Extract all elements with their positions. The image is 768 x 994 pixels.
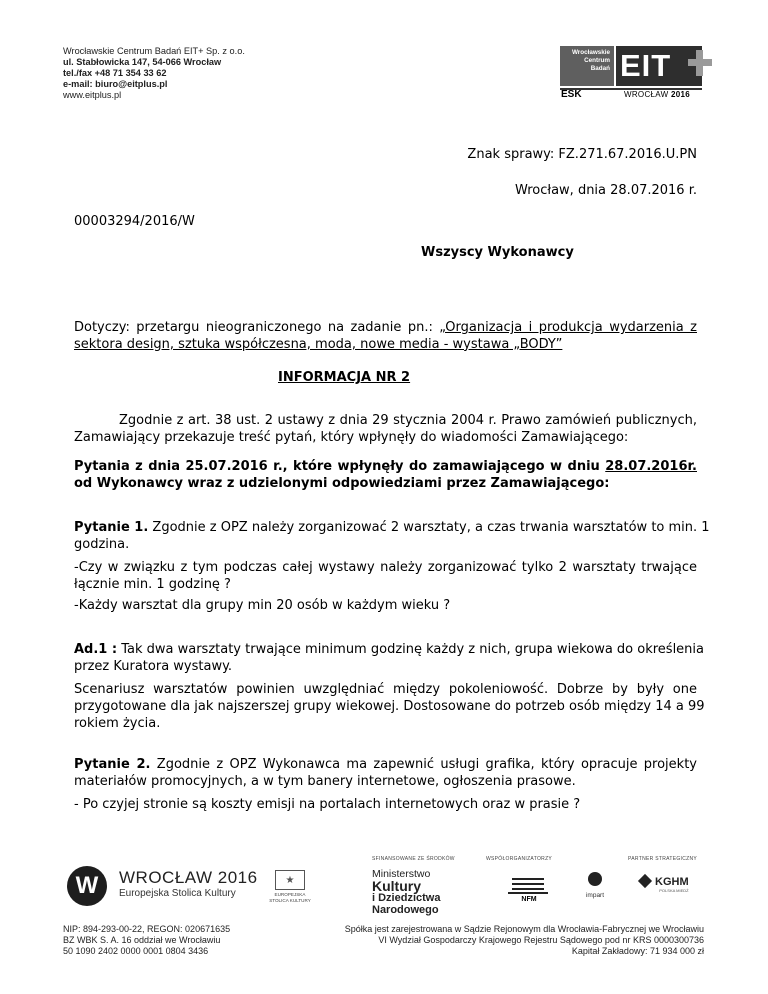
eit-logo-line: Wrocławskie [571, 49, 610, 56]
question-2-label: Pytanie 2. [74, 757, 151, 772]
eu-label-line: EUROPEJSKA [274, 892, 306, 897]
company-phone: tel./fax +48 71 354 33 62 [63, 68, 167, 78]
footer-capital: Kapitał Zakładowy: 71 934 000 zł [571, 946, 704, 956]
company-street: ul. Stabłowicka 147, 54-066 Wrocław [63, 57, 222, 67]
ministry-logo [372, 868, 440, 916]
subject-title-part2: sektora design, sztuka współczesna, moda, nowe media - wystawa „BODY” [74, 336, 563, 352]
esk-label: ESK [561, 89, 582, 100]
footer-court: Spółka jest zarejestrowana w Sądzie Rejonowym dla Wrocławia-Fabrycznej we Wrocławiu [344, 924, 704, 934]
question-1 [74, 520, 710, 554]
kghm-sublabel: POLSKA MIEDŹ [659, 888, 689, 893]
questions-header-date: 28.07.2016r. [605, 459, 697, 474]
answer-1-text: Tak dwa warsztaty trwające minimum godzinę każdy z nich, grupa wiekowa do określenia [117, 642, 705, 657]
eit-logo-line: Centrum [584, 57, 610, 64]
eu-label-line: STOLICA KULTURY [269, 897, 311, 903]
eit-logo-line: Badań [590, 65, 610, 72]
question-1-sub-line: -Czy w związku z tym podczas całej wystawy należy zorganizować tylko 2 warsztaty trwające [74, 560, 697, 575]
esk-subtitle: Europejska Stolica Kultury [119, 888, 236, 899]
intro-line: Zamawiający przekazuje treść pytań, który wpłynęły do wiadomości Zamawiającego: [74, 429, 629, 445]
question-1-label: Pytanie 1. [74, 520, 149, 535]
ministry-line: Kultury [372, 878, 421, 894]
footer-registration [345, 924, 704, 957]
caption-coorganizers: WSPÓŁORGANIZATORZY [486, 856, 553, 862]
questions-header-text: Pytania z dnia 25.07.2016 r., które wpłynęły do zamawiającego w dniu [74, 459, 606, 474]
questions-header [74, 459, 697, 493]
kghm-logo [640, 876, 689, 893]
case-number: Znak sprawy: FZ.271.67.2016.U.PN [467, 147, 697, 162]
question-1-sub-line: łącznie min. 1 godzinę ? [74, 576, 231, 592]
impart-logo [580, 872, 610, 899]
subject-prefix: Dotyczy: przetargu nieograniczonego na zadanie pn.: [74, 320, 440, 335]
answer-1-line: przez Kuratora wystawy. [74, 658, 233, 674]
eit-logo-text-block [560, 46, 614, 86]
logo-city: WROCŁAW [624, 90, 669, 99]
subject-line [74, 320, 697, 337]
plus-icon-vertical [696, 50, 703, 76]
reference-number: 00003294/2016/W [74, 214, 195, 229]
company-website: www.eitplus.pl [63, 90, 122, 100]
kghm-label: KGHM [655, 876, 689, 888]
wroclaw-2016-label [624, 90, 690, 99]
footer-account: 50 1090 2402 0000 0001 0804 3436 [63, 946, 209, 956]
caption-partner: PARTNER STRATEGICZNY [628, 856, 698, 862]
question-2-line: materiałów promocyjnych, a w tym banery internetowe, ogłoszenia prasowe. [74, 773, 576, 789]
question-1-line [74, 520, 710, 537]
logo-year: 2016 [671, 90, 690, 99]
ministry-line: Narodowego [372, 904, 439, 916]
question-1-line: godzina. [74, 536, 130, 552]
answer-1-line [74, 642, 705, 659]
subject-paragraph [74, 320, 697, 354]
company-email: e-mail: biuro@eitplus.pl [63, 79, 168, 89]
eu-capital-logo [268, 870, 312, 906]
addressee: Wszyscy Wykonawcy [421, 245, 574, 260]
answer-1-paragraph-2 [74, 682, 705, 732]
eit-logo-mark: EIT [616, 46, 702, 86]
eu-logo-label [268, 892, 312, 903]
eit-logo [560, 46, 712, 98]
impart-icon [588, 872, 602, 886]
answer-1-para-line: rokiem życia. [74, 715, 161, 731]
question-2-sub: - Po czyjej stronie są koszty emisji na portalach internetowych oraz w prasie ? [74, 797, 581, 812]
footer-nip: NIP: 894-293-00-22, REGON: 020671635 [63, 924, 231, 934]
eu-flag-icon: ★ [275, 870, 305, 890]
question-1-text: Zgodnie z OPZ należy zorganizować 2 warsztaty, a czas trwania warsztatów to min. 1 [148, 520, 710, 535]
document-title: INFORMACJA NR 2 [278, 370, 411, 385]
question-2-text: Zgodnie z OPZ Wykonawca ma zapewnić usługi grafika, który opracuje projekty [150, 757, 697, 772]
caption-funded: SFINANSOWANE ZE ŚRODKÓW [372, 856, 455, 862]
impart-label: impart [585, 892, 605, 899]
answer-1-label: Ad.1 : [74, 642, 118, 657]
footer-bank: BZ WBK S. A. 16 oddział we Wrocławiu [63, 935, 221, 945]
nfm-logo [508, 872, 550, 904]
place-date: Wrocław, dnia 28.07.2016 r. [514, 183, 697, 198]
questions-header-line [74, 459, 697, 476]
company-name: Wrocławskie Centrum Badań EIT+ Sp. z o.o. [63, 46, 245, 56]
question-1-sub-1 [74, 560, 697, 594]
footer-krs: VI Wydział Gospodarczy Krajowego Rejestru Sądowego pod nr KRS 0000300736 [378, 935, 704, 945]
intro-paragraph [74, 413, 697, 447]
letterhead-address [63, 46, 245, 101]
answer-1-para-line: Scenariusz warsztatów powinien uwzględniać między pokoleniowość. Dobrze by były one [74, 682, 697, 697]
question-2-line [74, 757, 697, 774]
intro-line: Zgodnie z art. 38 ust. 2 ustawy z dnia 29 stycznia 2004 r. Prawo zamówień publicznych, [119, 413, 697, 428]
questions-header-line: od Wykonawcy wraz z udzielonymi odpowiedziami przez Zamawiającego: [74, 475, 610, 491]
answer-1-para-line: przygotowane dla jak najszerszej grupy wiekowej. Dostosowane do potrzeb osób między 14 a 99 [74, 698, 705, 714]
question-2 [74, 757, 697, 791]
wroclaw-2016-logo: W [67, 866, 107, 906]
footer-bank-info [63, 924, 230, 957]
nfm-icon [508, 872, 548, 894]
ministry-line: i Dziedzictwa [372, 892, 441, 904]
esk-title: WROCŁAW 2016 [119, 868, 258, 887]
kghm-icon [638, 874, 652, 888]
ministry-line: Ministerstwo [372, 868, 431, 880]
answer-1 [74, 642, 705, 676]
nfm-label: NFM [521, 896, 537, 903]
subject-title-part: „Organizacja i produkcja wydarzenia z [439, 320, 697, 335]
question-1-sub-2: -Każdy warsztat dla grupy min 20 osób w każdym wieku ? [74, 598, 451, 613]
